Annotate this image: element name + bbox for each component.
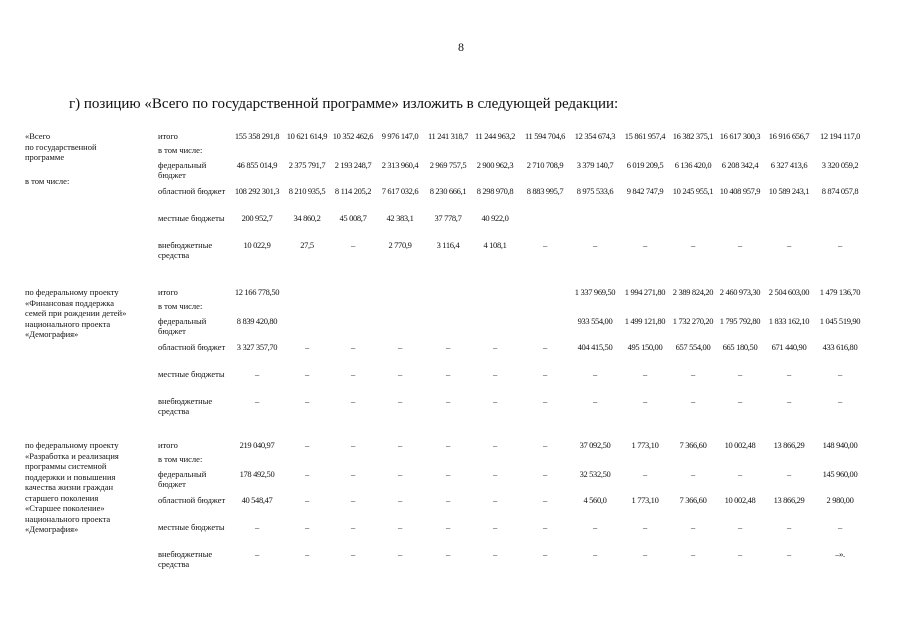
section-label: [25, 287, 155, 340]
table-cell: 10 002,48: [724, 495, 756, 505]
table-cell: 4 560,0: [583, 495, 607, 505]
table-cell: –: [305, 549, 309, 559]
row-label: в том числе:: [158, 145, 203, 155]
row-label: итого: [158, 440, 178, 450]
section-label-line: программе: [25, 152, 65, 162]
section-label-line: семей при рождении детей»: [25, 308, 127, 318]
table-cell: 2 389 824,20: [672, 287, 714, 297]
table-cell: –: [738, 396, 742, 406]
section-label-line: качества жизни граждан: [25, 482, 114, 492]
table-cell: –: [351, 469, 355, 479]
section-label-line: «Разработка и реализация: [25, 450, 119, 461]
table-cell: –: [543, 342, 547, 352]
table-cell: 8 114 205,2: [334, 186, 372, 196]
section-label-line: по федеральному проекту: [25, 440, 119, 450]
row-label: в том числе:: [158, 301, 203, 311]
table-cell: –: [543, 469, 547, 479]
table-cell: –: [787, 240, 791, 250]
table-cell: 3 320 059,2: [821, 160, 859, 170]
table-cell: 10 022,9: [243, 240, 271, 250]
table-cell: 1 499 121,80: [624, 316, 666, 326]
section-label-line: «Старшее поколение»: [25, 503, 105, 513]
table-cell: 3 379 140,7: [576, 160, 614, 170]
table-cell: –: [351, 522, 355, 532]
table-cell: –: [543, 522, 547, 532]
table-cell: 200 952,7: [241, 213, 273, 223]
table-cell: 42 383,1: [386, 213, 414, 223]
table-cell: 16 382 375,1: [672, 131, 714, 141]
section-label-line: старшего поколения: [25, 492, 99, 503]
table-cell: 13 866,29: [773, 495, 805, 505]
section-label-line: программы системной: [25, 461, 107, 471]
table-cell: 9 976 147,0: [381, 131, 419, 141]
table-cell: –: [398, 369, 402, 379]
table-cell: –: [493, 369, 497, 379]
table-cell: 7 366,60: [679, 440, 707, 450]
table-cell: –: [446, 396, 450, 406]
table-cell: 148 940,00: [822, 440, 858, 450]
amendment-heading: г) позицию «Всего по государственной программе» изложить в следующей редакции:: [69, 96, 619, 112]
table-cell: –: [493, 342, 497, 352]
section-label: [25, 131, 155, 186]
table-cell: 32 532,50: [579, 469, 611, 479]
table-cell: –: [643, 469, 647, 479]
table-cell: 6 019 209,5: [626, 160, 664, 170]
table-cell: –: [738, 240, 742, 250]
row-label: в том числе:: [158, 454, 203, 464]
table-cell: –: [787, 522, 791, 532]
table-cell: –: [351, 396, 355, 406]
section-label-line: по федеральному проекту: [25, 287, 119, 297]
table-cell: –: [543, 369, 547, 379]
table-cell: 10 408 957,9: [719, 186, 761, 196]
table-cell: 10 589 243,1: [768, 186, 810, 196]
table-cell: 15 861 957,4: [624, 131, 666, 141]
table-cell: 2 375 791,7: [288, 160, 326, 170]
table-cell: 2 460 973,30: [719, 287, 761, 297]
table-cell: –: [446, 342, 450, 352]
table-cell: 37 092,50: [579, 440, 611, 450]
table-cell: –: [543, 396, 547, 406]
table-cell: 2 313 960,4: [381, 160, 419, 170]
row-label: местные бюджеты: [158, 213, 225, 223]
table-cell: 8 883 995,7: [526, 186, 564, 196]
table-cell: –: [493, 396, 497, 406]
section-sub-label: в том числе:: [25, 175, 70, 186]
table-cell: –: [398, 522, 402, 532]
table-cell: –: [691, 240, 695, 250]
table-cell: 1 732 270,20: [672, 316, 714, 326]
row-label: областной бюджет: [158, 342, 226, 352]
table-cell: 6 136 420,0: [674, 160, 712, 170]
table-cell: 671 440,90: [771, 342, 807, 352]
table-cell: –: [351, 440, 355, 450]
table-cell: 8 298 970,8: [476, 186, 514, 196]
table-cell: –: [493, 469, 497, 479]
section-label-line: поддержки и повышения: [25, 471, 116, 482]
section-label-line: национального проекта: [25, 513, 111, 524]
table-cell: 3 327 357,70: [236, 342, 278, 352]
table-cell: –: [643, 396, 647, 406]
table-cell: –: [543, 495, 547, 505]
table-cell: –: [351, 342, 355, 352]
table-cell: 2 900 962,3: [476, 160, 514, 170]
table-cell: 6 327 413,6: [770, 160, 808, 170]
table-cell: 1 795 792,80: [719, 316, 761, 326]
table-cell: –: [738, 469, 742, 479]
table-cell: –: [593, 522, 597, 532]
table-cell: 1 994 271,80: [624, 287, 666, 297]
table-cell: –: [593, 240, 597, 250]
table-cell: 13 866,29: [773, 440, 805, 450]
table-cell: –: [305, 369, 309, 379]
table-cell: –: [446, 495, 450, 505]
section-label-line: «Демография»: [25, 524, 79, 534]
table-cell: –: [593, 549, 597, 559]
table-cell: 1 479 136,70: [819, 287, 861, 297]
table-cell: 6 208 342,4: [721, 160, 759, 170]
table-cell: –: [446, 440, 450, 450]
table-cell: –: [691, 522, 695, 532]
table-cell: 46 855 014,9: [236, 160, 278, 170]
table-cell: 108 292 301,3: [234, 186, 280, 196]
table-cell: 1 045 519,90: [819, 316, 861, 326]
table-cell: –: [691, 469, 695, 479]
table-cell: 8 874 057,8: [821, 186, 859, 196]
table-cell: –: [398, 549, 402, 559]
table-cell: –».: [835, 549, 845, 559]
table-cell: 37 778,7: [434, 213, 462, 223]
section-label: [25, 440, 155, 535]
table-cell: –: [493, 549, 497, 559]
table-cell: 12 194 117,0: [819, 131, 861, 141]
table-cell: –: [305, 396, 309, 406]
row-label: внебюджетные средства: [158, 240, 213, 260]
table-cell: –: [738, 522, 742, 532]
page-number: 8: [458, 40, 464, 54]
table-cell: –: [787, 549, 791, 559]
table-cell: 2 193 248,7: [334, 160, 372, 170]
table-cell: 16 916 656,7: [768, 131, 810, 141]
section-label-line: по государственной: [25, 141, 97, 152]
row-label: областной бюджет: [158, 186, 226, 196]
table-cell: –: [446, 469, 450, 479]
table-cell: –: [643, 240, 647, 250]
table-cell: –: [838, 522, 842, 532]
table-cell: –: [398, 396, 402, 406]
table-cell: 933 554,00: [577, 316, 613, 326]
table-cell: 2 504 603,00: [768, 287, 810, 297]
table-cell: –: [398, 440, 402, 450]
table-cell: 11 594 704,6: [524, 131, 566, 141]
table-cell: 2 710 708,9: [526, 160, 564, 170]
section-label-line: «Финансовая поддержка: [25, 297, 114, 308]
table-cell: 1 773,10: [631, 440, 659, 450]
table-cell: 4 108,1: [483, 240, 507, 250]
table-cell: 16 617 300,3: [719, 131, 761, 141]
table-cell: 11 241 318,7: [427, 131, 469, 141]
table-cell: –: [738, 549, 742, 559]
table-cell: 10 002,48: [724, 440, 756, 450]
table-cell: –: [398, 342, 402, 352]
table-cell: –: [493, 440, 497, 450]
table-cell: –: [838, 240, 842, 250]
table-cell: –: [351, 495, 355, 505]
row-label: внебюджетные средства: [158, 396, 213, 416]
table-cell: –: [351, 549, 355, 559]
row-label: итого: [158, 131, 178, 141]
table-cell: –: [738, 369, 742, 379]
table-cell: –: [398, 495, 402, 505]
row-label: федеральный бюджет: [158, 160, 207, 180]
table-cell: 12 166 778,50: [234, 287, 280, 297]
table-cell: –: [305, 440, 309, 450]
table-cell: 433 616,80: [822, 342, 858, 352]
table-cell: –: [643, 549, 647, 559]
table-cell: 8 230 666,1: [429, 186, 467, 196]
table-cell: 27,5: [300, 240, 314, 250]
table-cell: 9 842 747,9: [626, 186, 664, 196]
table-cell: 178 492,50: [239, 469, 275, 479]
table-cell: 155 358 291,8: [234, 131, 280, 141]
table-cell: 8 975 533,6: [576, 186, 614, 196]
table-cell: –: [838, 369, 842, 379]
table-cell: 495 150,00: [627, 342, 663, 352]
table-cell: –: [643, 522, 647, 532]
table-cell: –: [493, 495, 497, 505]
table-cell: 1 833 162,10: [768, 316, 810, 326]
table-cell: 10 621 614,9: [286, 131, 328, 141]
row-label: местные бюджеты: [158, 522, 225, 532]
table-cell: 10 245 955,1: [672, 186, 714, 196]
table-cell: –: [398, 469, 402, 479]
row-label: федеральный бюджет: [158, 469, 207, 489]
table-cell: 34 860,2: [293, 213, 321, 223]
table-cell: –: [691, 396, 695, 406]
table-cell: 2 770,9: [388, 240, 412, 250]
table-cell: –: [255, 369, 259, 379]
row-label: федеральный бюджет: [158, 316, 207, 336]
table-cell: –: [351, 240, 355, 250]
table-cell: 2 969 757,5: [429, 160, 467, 170]
table-cell: –: [446, 522, 450, 532]
table-cell: –: [838, 396, 842, 406]
table-cell: –: [643, 369, 647, 379]
table-cell: –: [493, 522, 497, 532]
table-cell: –: [787, 469, 791, 479]
table-cell: –: [255, 549, 259, 559]
table-cell: 7 617 032,6: [381, 186, 419, 196]
section-label-line: «Демография»: [25, 329, 79, 339]
section-label-line: «Всего: [25, 131, 51, 141]
table-cell: 2 980,00: [826, 495, 854, 505]
table-cell: –: [305, 469, 309, 479]
table-cell: –: [255, 522, 259, 532]
table-cell: 657 554,00: [675, 342, 711, 352]
section-label-line: национального проекта: [25, 318, 111, 329]
table-cell: –: [787, 396, 791, 406]
table-cell: 8 210 935,5: [288, 186, 326, 196]
row-label: внебюджетные средства: [158, 549, 213, 569]
table-cell: –: [446, 549, 450, 559]
table-cell: –: [543, 549, 547, 559]
table-cell: –: [787, 369, 791, 379]
table-cell: –: [543, 240, 547, 250]
row-label: областной бюджет: [158, 495, 226, 505]
table-cell: 3 116,4: [436, 240, 460, 250]
table-cell: –: [593, 369, 597, 379]
table-cell: 665 180,50: [722, 342, 758, 352]
table-cell: –: [351, 369, 355, 379]
table-cell: –: [305, 522, 309, 532]
table-cell: 40 922,0: [481, 213, 509, 223]
table-cell: –: [255, 396, 259, 406]
table-cell: –: [305, 342, 309, 352]
table-cell: –: [593, 396, 597, 406]
table-cell: 1 773,10: [631, 495, 659, 505]
table-cell: –: [691, 369, 695, 379]
table-cell: 7 366,60: [679, 495, 707, 505]
table-cell: 219 040,97: [239, 440, 275, 450]
table-cell: 145 960,00: [822, 469, 858, 479]
row-label: местные бюджеты: [158, 369, 225, 379]
table-cell: 10 352 462,6: [332, 131, 374, 141]
table-cell: 1 337 969,50: [574, 287, 616, 297]
table-cell: –: [305, 495, 309, 505]
table-cell: –: [446, 369, 450, 379]
table-cell: –: [543, 440, 547, 450]
row-label: итого: [158, 287, 178, 297]
table-cell: 40 548,47: [241, 495, 273, 505]
table-cell: 45 008,7: [339, 213, 367, 223]
table-cell: 12 354 674,3: [574, 131, 616, 141]
table-cell: 11 244 963,2: [474, 131, 516, 141]
table-cell: 8 839 420,80: [236, 316, 278, 326]
table-cell: –: [691, 549, 695, 559]
table-cell: 404 415,50: [577, 342, 613, 352]
